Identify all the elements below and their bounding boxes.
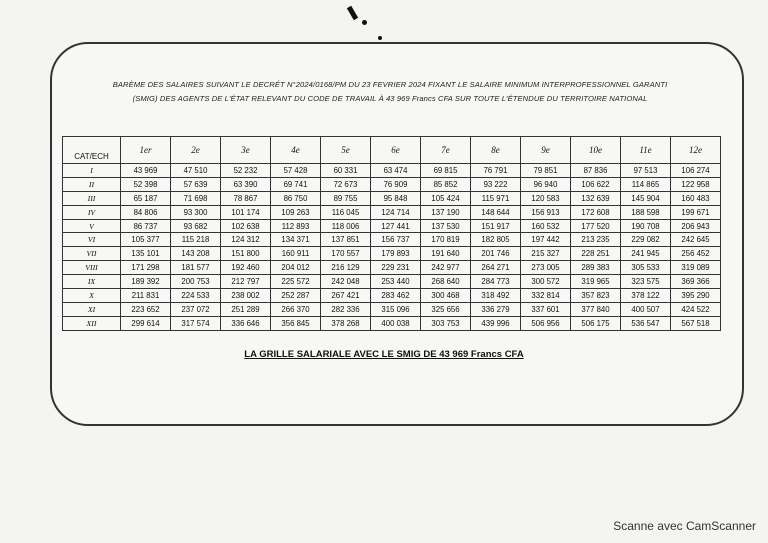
- salary-cell: 72 673: [321, 177, 371, 191]
- salary-cell: 223 652: [121, 302, 171, 316]
- salary-cell: 181 577: [171, 261, 221, 275]
- salary-cell: 369 366: [671, 275, 721, 289]
- salary-cell: 213 235: [571, 233, 621, 247]
- salary-cell: 238 002: [221, 289, 271, 303]
- ink-smudge-dot-2: [378, 36, 382, 40]
- salary-cell: 170 819: [421, 233, 471, 247]
- category-cell: XI: [63, 302, 121, 316]
- salary-cell: 84 806: [121, 205, 171, 219]
- salary-cell: 395 290: [671, 289, 721, 303]
- table-row: [63, 177, 721, 191]
- salary-cell: 225 572: [271, 275, 321, 289]
- salary-cell: 319 965: [571, 275, 621, 289]
- table-row: [63, 191, 721, 205]
- salary-cell: 567 518: [671, 316, 721, 330]
- salary-cell: 124 312: [221, 233, 271, 247]
- ink-smudge-dot: [362, 20, 367, 25]
- salary-cell: 266 370: [271, 302, 321, 316]
- salary-cell: 284 773: [471, 275, 521, 289]
- salary-grid-table: [62, 136, 721, 331]
- salary-cell: 241 945: [621, 247, 671, 261]
- table-row: [63, 289, 721, 303]
- salary-cell: 256 452: [671, 247, 721, 261]
- category-cell: VI: [63, 233, 121, 247]
- salary-cell: 337 601: [521, 302, 571, 316]
- ink-smudge-top: [347, 6, 358, 21]
- salary-cell: 124 714: [371, 205, 421, 219]
- salary-cell: 242 645: [671, 233, 721, 247]
- salary-cell: 237 072: [171, 302, 221, 316]
- salary-cell: 97 513: [621, 164, 671, 178]
- salary-cell: 118 006: [321, 219, 371, 233]
- salary-cell: 76 909: [371, 177, 421, 191]
- salary-cell: 242 048: [321, 275, 371, 289]
- salary-cell: 65 187: [121, 191, 171, 205]
- salary-cell: 57 639: [171, 177, 221, 191]
- salary-cell: 93 682: [171, 219, 221, 233]
- salary-cell: 151 917: [471, 219, 521, 233]
- salary-cell: 378 122: [621, 289, 671, 303]
- category-cell: I: [63, 164, 121, 178]
- table-row: [63, 164, 721, 178]
- header-echelon: 1er: [121, 137, 171, 164]
- salary-cell: 89 755: [321, 191, 371, 205]
- salary-cell: 197 442: [521, 233, 571, 247]
- header-echelon: 3e: [221, 137, 271, 164]
- salary-cell: 400 507: [621, 302, 671, 316]
- title-line-2: (SMIG) DES AGENTS DE L'ÉTAT RELEVANT DU CODE DE TRAVAIL À 43 969 Francs CFA SUR TOUTE L'ÉTENDUE DU TERRITOIRE NATIONAL: [132, 94, 648, 103]
- salary-cell: 182 805: [471, 233, 521, 247]
- salary-cell: 273 005: [521, 261, 571, 275]
- salary-cell: 79 851: [521, 164, 571, 178]
- salary-cell: 189 392: [121, 275, 171, 289]
- salary-cell: 112 893: [271, 219, 321, 233]
- salary-cell: 200 753: [171, 275, 221, 289]
- salary-cell: 536 547: [621, 316, 671, 330]
- header-echelon: 6e: [371, 137, 421, 164]
- category-cell: III: [63, 191, 121, 205]
- salary-cell: 145 904: [621, 191, 671, 205]
- salary-cell: 439 996: [471, 316, 521, 330]
- table-row: [63, 219, 721, 233]
- category-cell: IV: [63, 205, 121, 219]
- salary-cell: 86 750: [271, 191, 321, 205]
- salary-cell: 190 708: [621, 219, 671, 233]
- salary-cell: 377 840: [571, 302, 621, 316]
- salary-cell: 52 232: [221, 164, 271, 178]
- salary-cell: 93 300: [171, 205, 221, 219]
- salary-cell: 71 698: [171, 191, 221, 205]
- salary-cell: 102 638: [221, 219, 271, 233]
- salary-cell: 96 940: [521, 177, 571, 191]
- salary-cell: 76 791: [471, 164, 521, 178]
- salary-cell: 300 468: [421, 289, 471, 303]
- category-cell: V: [63, 219, 121, 233]
- salary-cell: 336 646: [221, 316, 271, 330]
- salary-cell: 283 462: [371, 289, 421, 303]
- salary-cell: 106 274: [671, 164, 721, 178]
- salary-cell: 336 279: [471, 302, 521, 316]
- header-echelon: 12e: [671, 137, 721, 164]
- salary-cell: 289 383: [571, 261, 621, 275]
- header-echelon: 10e: [571, 137, 621, 164]
- salary-cell: 63 474: [371, 164, 421, 178]
- salary-cell: 229 082: [621, 233, 671, 247]
- salary-cell: 318 492: [471, 289, 521, 303]
- table-row: [63, 233, 721, 247]
- salary-cell: 317 574: [171, 316, 221, 330]
- salary-cell: 116 045: [321, 205, 371, 219]
- salary-cell: 57 428: [271, 164, 321, 178]
- salary-cell: 156 913: [521, 205, 571, 219]
- header-echelon: 5e: [321, 137, 371, 164]
- category-cell: IX: [63, 275, 121, 289]
- salary-cell: 191 640: [421, 247, 471, 261]
- salary-cell: 114 865: [621, 177, 671, 191]
- salary-cell: 115 218: [171, 233, 221, 247]
- salary-cell: 105 377: [121, 233, 171, 247]
- salary-cell: 127 441: [371, 219, 421, 233]
- salary-cell: 224 533: [171, 289, 221, 303]
- category-cell: XII: [63, 316, 121, 330]
- salary-cell: 148 644: [471, 205, 521, 219]
- salary-cell: 172 608: [571, 205, 621, 219]
- salary-cell: 206 943: [671, 219, 721, 233]
- salary-cell: 332 814: [521, 289, 571, 303]
- header-echelon: 9e: [521, 137, 571, 164]
- category-cell: VII: [63, 247, 121, 261]
- salary-cell: 357 823: [571, 289, 621, 303]
- salary-cell: 215 327: [521, 247, 571, 261]
- salary-cell: 204 012: [271, 261, 321, 275]
- salary-cell: 192 460: [221, 261, 271, 275]
- table-row: [63, 205, 721, 219]
- salary-cell: 229 231: [371, 261, 421, 275]
- camscanner-watermark: Scanne avec CamScanner: [613, 519, 756, 533]
- salary-cell: 122 958: [671, 177, 721, 191]
- table-header-row: [63, 137, 721, 164]
- salary-cell: 160 483: [671, 191, 721, 205]
- salary-cell: 95 848: [371, 191, 421, 205]
- salary-cell: 69 815: [421, 164, 471, 178]
- salary-cell: 319 089: [671, 261, 721, 275]
- salary-cell: 199 671: [671, 205, 721, 219]
- salary-cell: 267 421: [321, 289, 371, 303]
- salary-cell: 137 190: [421, 205, 471, 219]
- salary-cell: 201 746: [471, 247, 521, 261]
- salary-cell: 424 522: [671, 302, 721, 316]
- salary-cell: 105 424: [421, 191, 471, 205]
- salary-cell: 78 867: [221, 191, 271, 205]
- salary-cell: 137 851: [321, 233, 371, 247]
- salary-cell: 156 737: [371, 233, 421, 247]
- table-row: [63, 261, 721, 275]
- salary-cell: 216 129: [321, 261, 371, 275]
- salary-cell: 323 575: [621, 275, 671, 289]
- salary-cell: 47 510: [171, 164, 221, 178]
- salary-cell: 228 251: [571, 247, 621, 261]
- document-title: [90, 78, 690, 106]
- salary-cell: 132 639: [571, 191, 621, 205]
- salary-cell: 134 371: [271, 233, 321, 247]
- salary-cell: 160 532: [521, 219, 571, 233]
- salary-cell: 242 977: [421, 261, 471, 275]
- header-cat-ech: CAT/ECH: [63, 137, 121, 164]
- salary-cell: 170 557: [321, 247, 371, 261]
- salary-cell: 109 263: [271, 205, 321, 219]
- salary-cell: 282 336: [321, 302, 371, 316]
- salary-cell: 137 530: [421, 219, 471, 233]
- salary-cell: 305 533: [621, 261, 671, 275]
- salary-cell: 60 331: [321, 164, 371, 178]
- salary-cell: 43 969: [121, 164, 171, 178]
- salary-cell: 115 971: [471, 191, 521, 205]
- salary-cell: 188 598: [621, 205, 671, 219]
- table-row: [63, 247, 721, 261]
- table-row: [63, 302, 721, 316]
- salary-cell: 101 174: [221, 205, 271, 219]
- salary-cell: 300 572: [521, 275, 571, 289]
- salary-cell: 171 298: [121, 261, 171, 275]
- salary-cell: 85 852: [421, 177, 471, 191]
- salary-cell: 143 208: [171, 247, 221, 261]
- salary-cell: 264 271: [471, 261, 521, 275]
- salary-cell: 63 390: [221, 177, 271, 191]
- grid-footer-caption: LA GRILLE SALARIALE AVEC LE SMIG DE 43 969 Francs CFA: [244, 349, 524, 360]
- table-body: [63, 164, 721, 331]
- salary-cell: 506 956: [521, 316, 571, 330]
- header-echelon: 11e: [621, 137, 671, 164]
- table-row: [63, 316, 721, 330]
- salary-cell: 506 175: [571, 316, 621, 330]
- header-echelon: 2e: [171, 137, 221, 164]
- salary-cell: 87 836: [571, 164, 621, 178]
- category-cell: X: [63, 289, 121, 303]
- salary-cell: 303 753: [421, 316, 471, 330]
- header-echelon: 8e: [471, 137, 521, 164]
- title-line-1: BARÈME DES SALAIRES SUIVANT LE DECRÉT N°2024/0168/PM DU 23 FEVRIER 2024 FIXANT LE SALAIRE MINIMUM INTERPROFESSIONNEL GARANTI: [112, 80, 668, 89]
- salary-cell: 356 845: [271, 316, 321, 330]
- table-row: [63, 275, 721, 289]
- salary-cell: 400 038: [371, 316, 421, 330]
- salary-cell: 315 096: [371, 302, 421, 316]
- salary-cell: 52 398: [121, 177, 171, 191]
- salary-cell: 69 741: [271, 177, 321, 191]
- salary-cell: 253 440: [371, 275, 421, 289]
- salary-cell: 325 656: [421, 302, 471, 316]
- salary-cell: 106 622: [571, 177, 621, 191]
- salary-cell: 160 911: [271, 247, 321, 261]
- salary-cell: 151 800: [221, 247, 271, 261]
- salary-cell: 120 583: [521, 191, 571, 205]
- salary-cell: 251 289: [221, 302, 271, 316]
- salary-cell: 268 640: [421, 275, 471, 289]
- salary-cell: 211 831: [121, 289, 171, 303]
- salary-cell: 86 737: [121, 219, 171, 233]
- category-cell: VIII: [63, 261, 121, 275]
- salary-cell: 252 287: [271, 289, 321, 303]
- salary-cell: 135 101: [121, 247, 171, 261]
- category-cell: II: [63, 177, 121, 191]
- header-echelon: 7e: [421, 137, 471, 164]
- salary-cell: 93 222: [471, 177, 521, 191]
- salary-cell: 299 614: [121, 316, 171, 330]
- salary-cell: 179 893: [371, 247, 421, 261]
- salary-cell: 378 268: [321, 316, 371, 330]
- salary-cell: 177 520: [571, 219, 621, 233]
- salary-cell: 212 797: [221, 275, 271, 289]
- header-echelon: 4e: [271, 137, 321, 164]
